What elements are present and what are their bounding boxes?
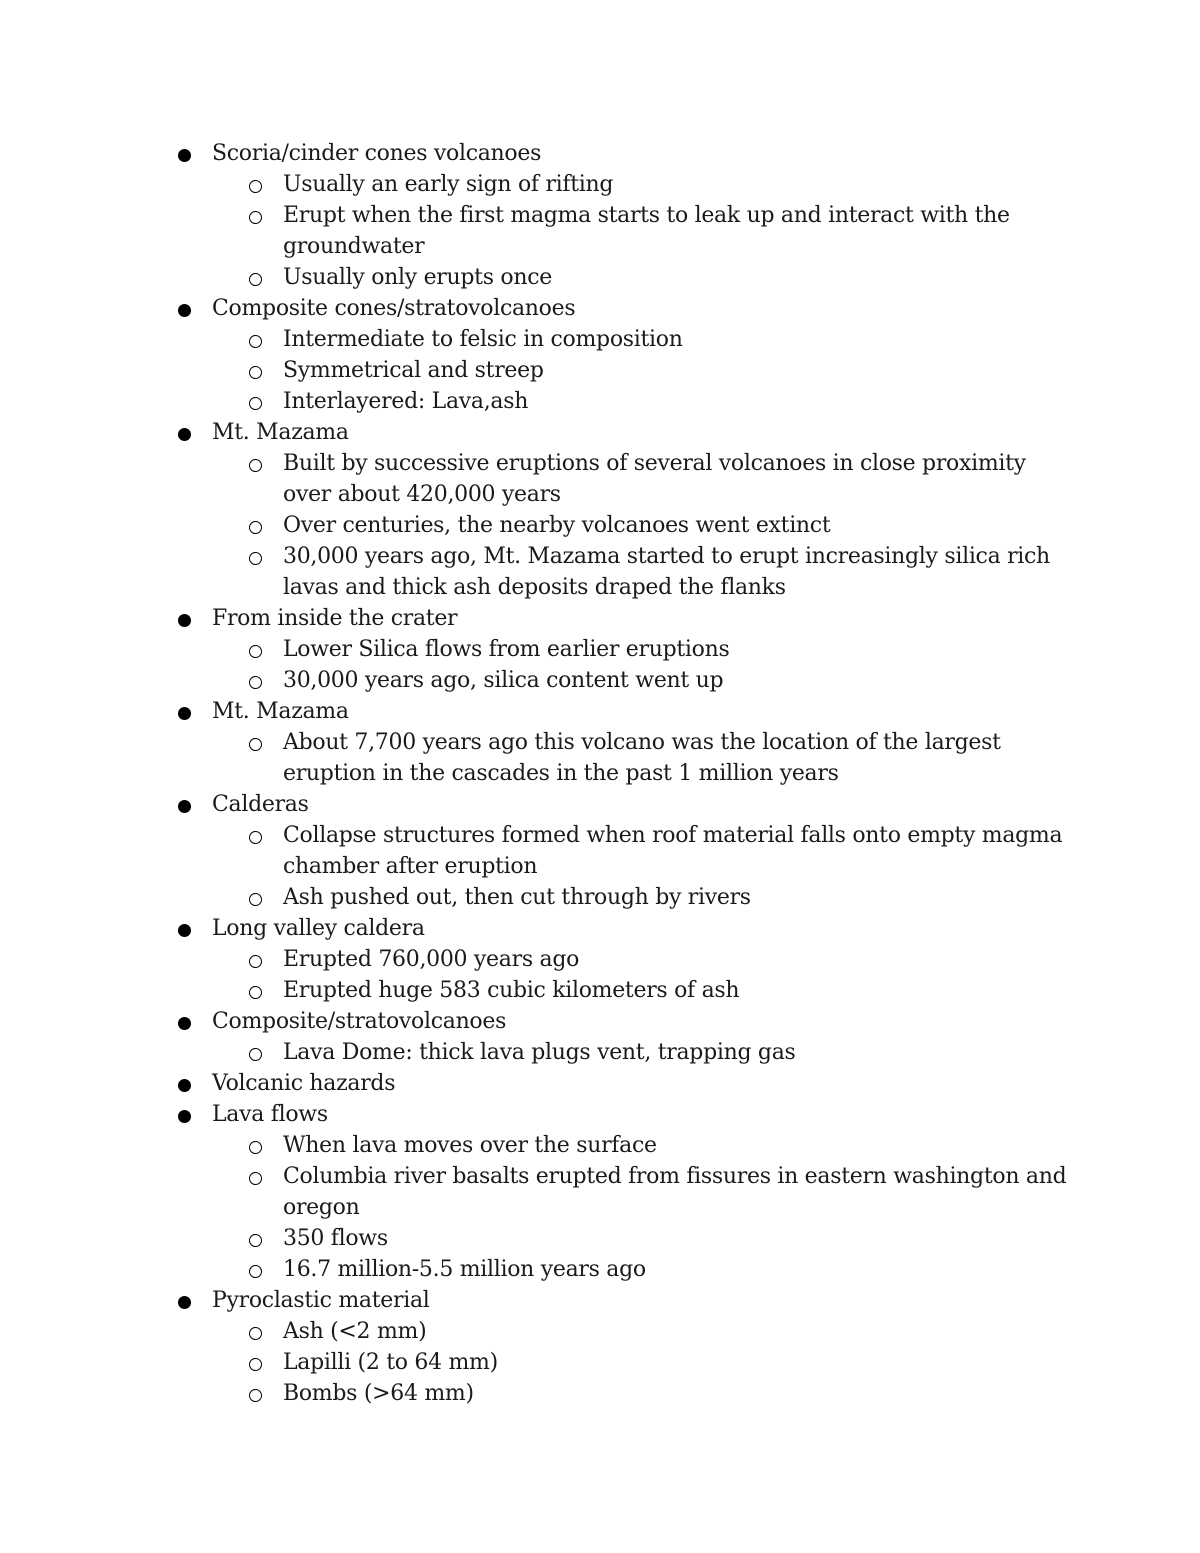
- sub-item-text: About 7,700 years ago this volcano was the location of the largest eruption in the cascades in the past 1 million years: [283, 730, 1001, 786]
- sub-item-text: 30,000 years ago, silica content went up: [283, 668, 724, 693]
- sub-list-item: [175, 262, 1075, 293]
- list-item: [175, 913, 1075, 944]
- sub-item-text: Usually an early sign of rifting: [283, 172, 614, 197]
- sub-list-item: [175, 510, 1075, 541]
- item-text: Scoria/cinder cones volcanoes: [212, 141, 542, 166]
- sub-list-item: [175, 448, 1075, 510]
- sub-list-item: [175, 882, 1075, 913]
- hollow-circle-bullet-icon: [249, 1172, 262, 1185]
- sub-item-text: 16.7 million-5.5 million years ago: [283, 1257, 646, 1282]
- filled-circle-bullet-icon: [178, 1110, 191, 1123]
- item-text: Pyroclastic material: [212, 1288, 430, 1313]
- list-item: [175, 1285, 1075, 1316]
- filled-circle-bullet-icon: [178, 304, 191, 317]
- sub-item-text: Erupt when the first magma starts to leak up and interact with the groundwater: [283, 203, 1010, 259]
- item-text: Lava flows: [212, 1102, 328, 1127]
- list-item: [175, 1068, 1075, 1099]
- sub-item-text: Ash (<2 mm): [283, 1319, 427, 1344]
- sub-list-item: [175, 1347, 1075, 1378]
- list-item: [175, 1006, 1075, 1037]
- hollow-circle-bullet-icon: [249, 893, 262, 906]
- list-item: [175, 603, 1075, 634]
- filled-circle-bullet-icon: [178, 428, 191, 441]
- hollow-circle-bullet-icon: [249, 1265, 262, 1278]
- sub-item-text: Ash pushed out, then cut through by rivers: [283, 885, 751, 910]
- sub-list-item: [175, 820, 1075, 882]
- filled-circle-bullet-icon: [178, 1017, 191, 1030]
- sub-item-text: Columbia river basalts erupted from fissures in eastern washington and oregon: [283, 1164, 1067, 1220]
- sub-list-item: [175, 1037, 1075, 1068]
- item-text: Calderas: [212, 792, 309, 817]
- hollow-circle-bullet-icon: [249, 1389, 262, 1402]
- sub-item-text: Lapilli (2 to 64 mm): [283, 1350, 498, 1375]
- sub-list-item: [175, 634, 1075, 665]
- sub-item-text: Lava Dome: thick lava plugs vent, trapping gas: [283, 1040, 796, 1065]
- sub-item-text: Over centuries, the nearby volcanoes went extinct: [283, 513, 831, 538]
- sub-list-item: [175, 975, 1075, 1006]
- list-item: [175, 138, 1075, 169]
- list-item: [175, 696, 1075, 727]
- sub-item-text: Bombs (>64 mm): [283, 1381, 474, 1406]
- hollow-circle-bullet-icon: [249, 676, 262, 689]
- sub-item-text: Intermediate to felsic in composition: [283, 327, 683, 352]
- sub-list-item: [175, 665, 1075, 696]
- hollow-circle-bullet-icon: [249, 552, 262, 565]
- sub-item-text: Usually only erupts once: [283, 265, 552, 290]
- list-item: [175, 1099, 1075, 1130]
- hollow-circle-bullet-icon: [249, 521, 262, 534]
- item-text: Composite/stratovolcanoes: [212, 1009, 507, 1034]
- hollow-circle-bullet-icon: [249, 1327, 262, 1340]
- sub-list-item: [175, 355, 1075, 386]
- sub-list-item: [175, 1223, 1075, 1254]
- sub-list-item: [175, 1378, 1075, 1409]
- hollow-circle-bullet-icon: [249, 273, 262, 286]
- list-item: [175, 789, 1075, 820]
- filled-circle-bullet-icon: [178, 924, 191, 937]
- hollow-circle-bullet-icon: [249, 1234, 262, 1247]
- hollow-circle-bullet-icon: [249, 831, 262, 844]
- sub-list-item: [175, 944, 1075, 975]
- item-text: Mt. Mazama: [212, 699, 349, 724]
- hollow-circle-bullet-icon: [249, 180, 262, 193]
- sub-item-text: Symmetrical and streep: [283, 358, 544, 383]
- list-item: [175, 293, 1075, 324]
- item-text: Long valley caldera: [212, 916, 425, 941]
- hollow-circle-bullet-icon: [249, 738, 262, 751]
- hollow-circle-bullet-icon: [249, 459, 262, 472]
- sub-item-text: Collapse structures formed when roof material falls onto empty magma chamber after eruption: [283, 823, 1063, 879]
- hollow-circle-bullet-icon: [249, 1358, 262, 1371]
- list-item: [175, 417, 1075, 448]
- sub-item-text: Interlayered: Lava,ash: [283, 389, 529, 414]
- item-text: Mt. Mazama: [212, 420, 349, 445]
- sub-list-item: [175, 1130, 1075, 1161]
- sub-list-item: [175, 169, 1075, 200]
- sub-item-text: Erupted huge 583 cubic kilometers of ash: [283, 978, 740, 1003]
- filled-circle-bullet-icon: [178, 800, 191, 813]
- item-text: Composite cones/stratovolcanoes: [212, 296, 576, 321]
- hollow-circle-bullet-icon: [249, 1048, 262, 1061]
- sub-list-item: [175, 1316, 1075, 1347]
- hollow-circle-bullet-icon: [249, 211, 262, 224]
- sub-item-text: When lava moves over the surface: [283, 1133, 657, 1158]
- filled-circle-bullet-icon: [178, 614, 191, 627]
- hollow-circle-bullet-icon: [249, 1141, 262, 1154]
- bulleted-notes-list: [175, 138, 1075, 1409]
- hollow-circle-bullet-icon: [249, 335, 262, 348]
- sub-list-item: [175, 541, 1075, 603]
- sub-item-text: 30,000 years ago, Mt. Mazama started to erupt increasingly silica rich lavas and thick ash deposits draped the flanks: [283, 544, 1050, 600]
- sub-list-item: [175, 386, 1075, 417]
- sub-list-item: [175, 1254, 1075, 1285]
- hollow-circle-bullet-icon: [249, 955, 262, 968]
- hollow-circle-bullet-icon: [249, 366, 262, 379]
- hollow-circle-bullet-icon: [249, 397, 262, 410]
- hollow-circle-bullet-icon: [249, 645, 262, 658]
- filled-circle-bullet-icon: [178, 149, 191, 162]
- sub-list-item: [175, 200, 1075, 262]
- filled-circle-bullet-icon: [178, 1079, 191, 1092]
- hollow-circle-bullet-icon: [249, 986, 262, 999]
- item-text: From inside the crater: [212, 606, 458, 631]
- sub-item-text: 350 flows: [283, 1226, 388, 1251]
- item-text: Volcanic hazards: [212, 1071, 396, 1096]
- sub-list-item: [175, 324, 1075, 355]
- filled-circle-bullet-icon: [178, 707, 191, 720]
- sub-list-item: [175, 727, 1075, 789]
- sub-item-text: Built by successive eruptions of several volcanoes in close proximity over about 420,000 years: [283, 451, 1026, 507]
- filled-circle-bullet-icon: [178, 1296, 191, 1309]
- sub-list-item: [175, 1161, 1075, 1223]
- sub-item-text: Lower Silica flows from earlier eruptions: [283, 637, 730, 662]
- sub-item-text: Erupted 760,000 years ago: [283, 947, 580, 972]
